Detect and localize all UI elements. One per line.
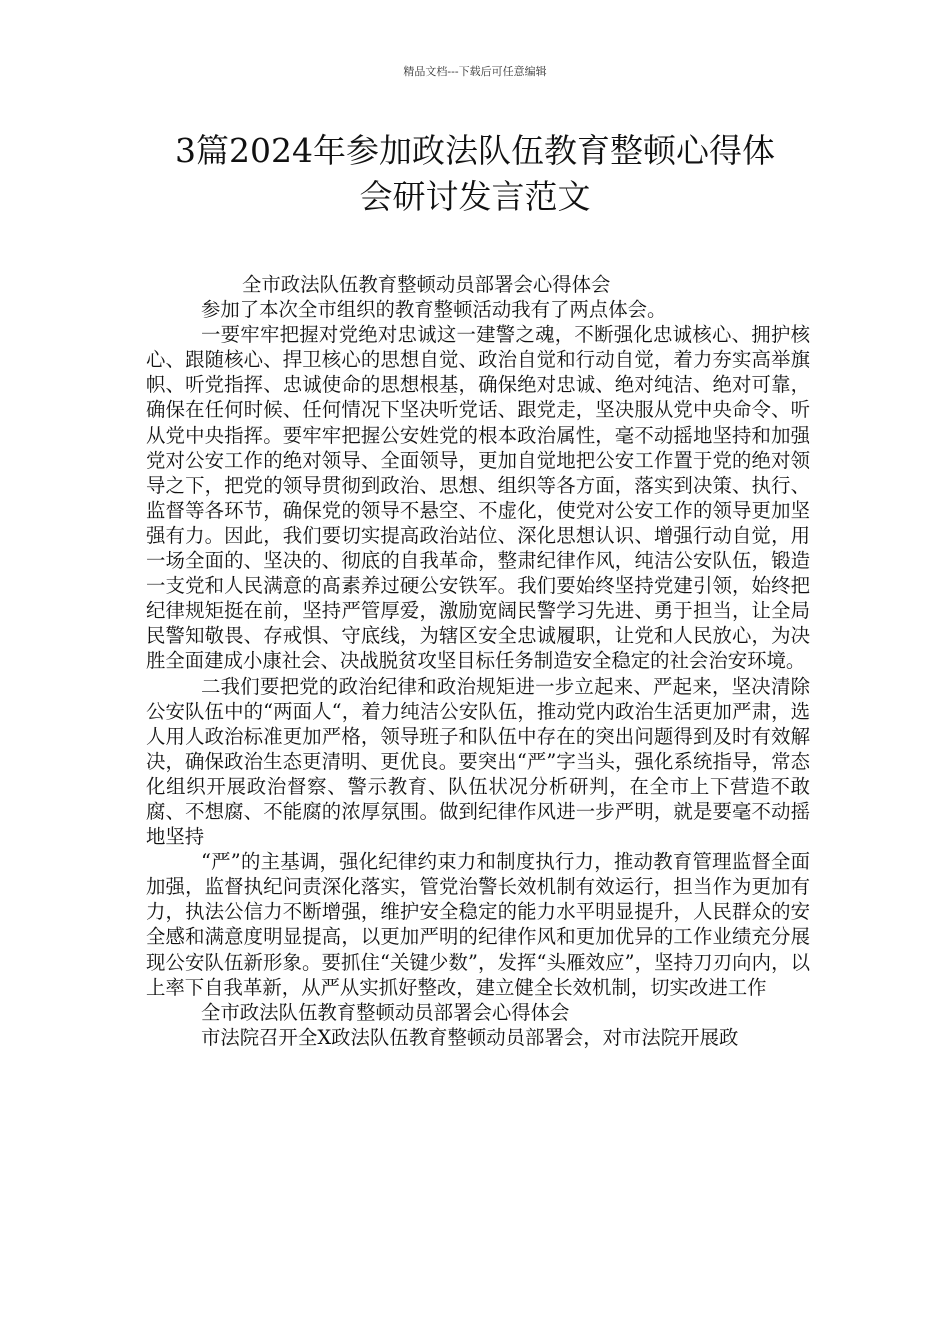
paragraph-strict-tone: “严”的主基调，强化纪律约束力和制度执行力，推动教育管理监督全面加强，监督执纪问责深化落实，管党治警长效机制有效运行，担当作为更加有力，执法公信力不断增强，维护安全稳定的能力水平明显提升，人民群众的安全感和满意度明显提高，以更加严明的纪律作风和更加优异的工作业绩充分展现公安队伍新形象。要抓住“关键少数”，发挥“头雁效应”，坚持刀刃向内，以上率下自我革新，从严从实抓好整改，建立健全长效机制，切实改进工作 [146, 850, 810, 999]
section-heading-1: 全市政法队伍教育整顿动员部署会心得体会 [242, 273, 611, 296]
paragraph-intro: 参加了本次全市组织的教育整顿活动我有了两点体会。 [201, 298, 667, 322]
page-header: 精品文档---下载后可任意编辑 [403, 65, 547, 78]
document-body [146, 272, 810, 1050]
paragraph-point-two: 二我们要把党的政治纪律和政治规矩进一步立起来、严起来，坚决清除公安队伍中的“两面人“，着力纯洁公安队伍，推动党内政治生活更加严肃，选人用人政治标准更加严格，领导班子和队伍中存在的突出问题得到及时有效解决，确保政治生态更清明、更优良。要突出“严”字当头，强化系统指导，常态化组织开展政治督察、警示教育、队伍状况分析研判，在全市上下营造不敢腐、不想腐、不能腐的浓厚氛围。做到纪律作风进一步严明，就是要毫不动摇地坚持 [146, 674, 810, 849]
paragraph-point-one: 一要牢牢把握对党绝对忠诚这一建警之魂，不断强化忠诚核心、拥护核心、跟随核心、捍卫核心的思想自觉、政治自觉和行动自觉，着力夯实高举旗帜、听党指挥、忠诚使命的思想根基，确保绝对忠诚、绝对纯洁、绝对可靠，确保在任何时候、任何情况下坚决听党话、跟党走，坚决服从党中央命令、听从党中央指挥。要牢牢把握公安姓党的根本政治属性，毫不动摇地坚持和加强党对公安工作的绝对领导、全面领导，更加自觉地把公安工作置于党的绝对领导之下，把党的领导贯彻到政治、思想、组织等各方面，落实到决策、执行、监督等各环节，确保党的领导不悬空、不虚化，使党对公安工作的领导更加坚强有力。因此，我们要切实提高政治站位、深化思想认识、增强行动自觉，用一场全面的、坚决的、彻底的自我革命，整肃纪律作风，纯洁公安队伍，锻造一支党和人民满意的髙素养过硬公安铁军。我们要始终坚持党建引领，始终把纪律规矩挺在前，坚持严管厚爱，激励宽阔民警学习先进、勇于担当，让全局民警知敬畏、存戒惧、守底线，为辖区安全忠诚履职，让党和人民放心，为决胜全面建成小康社会、决战脱贫攻坚目标任务制造安全稳定的社会治安环境。 [146, 323, 810, 673]
title-line-1: 3篇2024年参加政法队伍教育整顿心得体 [175, 131, 775, 170]
paragraph-court: 市法院召开全X政法队伍教育整顿动员部署会，对市法院开展政 [201, 1025, 739, 1049]
section-heading-2: 全市政法队伍教育整顿动员部署会心得体会 [201, 1000, 570, 1024]
document-title [120, 128, 830, 220]
title-line-2: 会研讨发言范文 [359, 177, 591, 216]
